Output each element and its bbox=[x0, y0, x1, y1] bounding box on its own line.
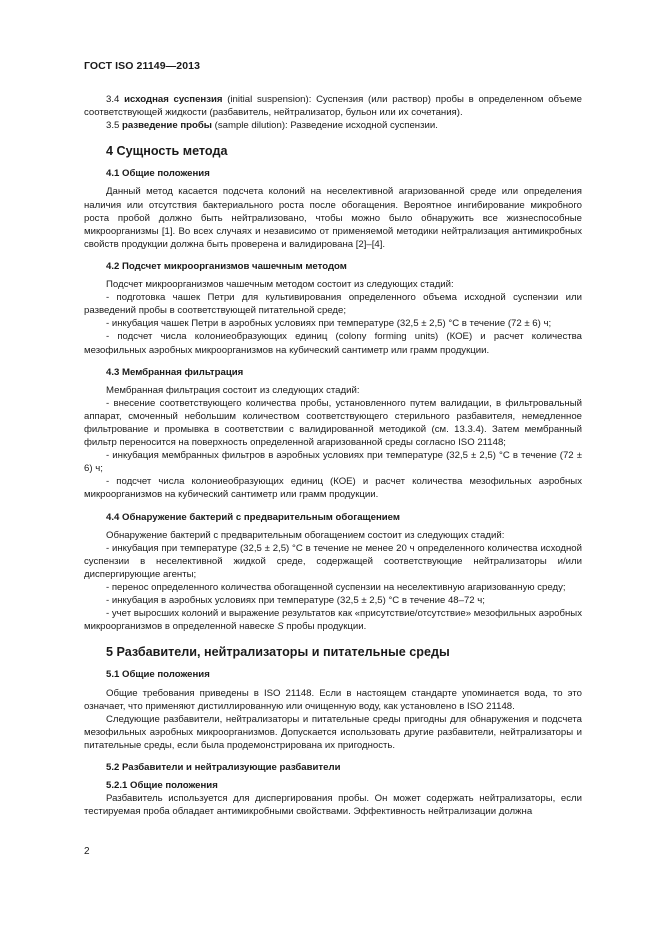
section-4-2-title: 4.2 Подсчет микроорганизмов чашечным методом bbox=[106, 260, 347, 272]
paragraph: Обнаружение бактерий с предварительным обогащением состоит из следующих стадий: bbox=[106, 529, 505, 541]
section-5-2-1-title: 5.2.1 Общие положения bbox=[106, 780, 218, 792]
list-item: - подсчет числа колониеобразующих единиц (КОЕ) и расчет количества мезофильных аэробных микроорганизмов на кубический сантиметр или грамм продукции. bbox=[84, 476, 582, 501]
paragraph: Следующие разбавители, нейтрализаторы и питательные среды пригодны для обнаружения и подсчета мезофильных аэробных микроорганизмов. Допускается использовать другие разбавители, нейтрализаторы и питательные среды, если была продемонстрирована их пригодность. bbox=[84, 713, 582, 751]
variable-s: S bbox=[277, 621, 284, 633]
list-item: - инкубация чашек Петри в аэробных условиях при температуре (32,5 ± 2,5) °С в течение (72 ± 6) ч; bbox=[106, 318, 552, 330]
section-4-4-title: 4.4 Обнаружение бактерий с предварительным обогащением bbox=[106, 511, 400, 523]
paragraph: Общие требования приведены в ISO 21148. Если в настоящем стандарте упоминается вода, то это означает, что применяют дистиллированную или очищенную воду, как установлено в ISO 21148. bbox=[84, 687, 582, 712]
section-4-1-text: Данный метод касается подсчета колоний на неселективной агаризованной среде или определения наличия или отсутствия бактериального роста после обогащения. Вероятное ингибирование микробного роста пробой должно быть нейтрализовано, чтобы можно было обнаружить все жизнеспособные микроорганизмы [1]. Во всех случаях и независимо от применяемой методики нейтрализация антимикробных свойств продукции должна быть проверена и валидирована [2]–[4]. bbox=[84, 186, 582, 250]
list-item bbox=[84, 607, 582, 633]
list-item: - внесение соответствующего количества пробы, установленного путем валидации, в фильтровальный аппарат, смоченный небольшим количеством соответствующего стерильного разбавителя, немедленное фильтрование и промывка в соответствии с валидированной методикой (см. 13.3.4). Затем мембранный фильтр переносится на поверхность определенной агаризованной среды согласно ISO 21148; bbox=[84, 397, 582, 449]
definition-3-4 bbox=[84, 93, 582, 119]
section-5-1-title: 5.1 Общие положения bbox=[106, 669, 210, 681]
definition-text: (sample dilution): Разведение исходной суспензии. bbox=[211, 120, 438, 132]
paragraph: Подсчет микроорганизмов чашечным методом состоит из следующих стадий: bbox=[106, 279, 454, 291]
list-item: - инкубация при температуре (32,5 ± 2,5) °С в течение не менее 20 ч определенного количества исходной суспензии в неселективной жидкой среде, содержащей соответствующие нейтрализаторы и/или диспергирующие агенты; bbox=[84, 542, 582, 580]
definition-text: (initial suspension): Суспензия (или раствор) пробы в определенном объеме соответствующей жидкости (разбавитель, нейтрализатор, бульон или их сочетания). bbox=[84, 94, 582, 119]
list-item: - подготовка чашек Петри для культивирования определенного объема исходной суспензии или разведений пробы в соответствующей питательной среде; bbox=[84, 292, 582, 317]
document-body bbox=[84, 93, 582, 818]
section-4-1-title: 4.1 Общие положения bbox=[106, 168, 210, 180]
section-4-3-title: 4.3 Мембранная фильтрация bbox=[106, 366, 244, 378]
section-5-title: 5 Разбавители, нейтрализаторы и питательные среды bbox=[106, 645, 450, 660]
paragraph: Разбавитель используется для диспергирования пробы. Он может содержать нейтрализаторы, если тестируемая проба обладает антимикробными свойствами. Эффективность нейтрализации должна bbox=[84, 793, 582, 818]
page-number: 2 bbox=[84, 846, 90, 857]
defined-term: разведение пробы bbox=[122, 120, 212, 132]
section-5-2-title: 5.2 Разбавители и нейтрализующие разбавители bbox=[106, 762, 341, 774]
clause-number: 3.5 bbox=[106, 120, 123, 132]
list-item: - перенос определенного количества обогащенной суспензии на неселективную агаризованную среду; bbox=[106, 582, 566, 593]
section-4-title: 4 Сущность метода bbox=[106, 144, 228, 159]
list-text: - учет выросших колоний и выражение результатов как «присутствие/отсутствие» мезофильных аэробных микроорганизмов в определенной навеске bbox=[84, 608, 582, 633]
definition-3-5 bbox=[84, 119, 582, 132]
list-item: - подсчет числа колониеобразующих единиц (colony forming units) (КОЕ) и расчет количества мезофильных аэробных микроорганизмов на кубический сантиметр или грамм продукции. bbox=[84, 331, 582, 356]
list-item: - инкубация мембранных фильтров в аэробных условиях при температуре (32,5 ± 2,5) °С в течение (72 ± 6) ч; bbox=[84, 450, 582, 475]
defined-term: исходная суспензия bbox=[124, 94, 223, 105]
document-header: ГОСТ ISO 21149—2013 bbox=[84, 60, 201, 72]
clause-number: 3.4 bbox=[106, 94, 125, 105]
paragraph: Мембранная фильтрация состоит из следующих стадий: bbox=[106, 384, 360, 396]
list-item: - инкубация в аэробных условиях при температуре (32,5 ± 2,5) °С в течение 48–72 ч; bbox=[106, 595, 485, 607]
list-text: пробы продукции. bbox=[283, 621, 367, 633]
